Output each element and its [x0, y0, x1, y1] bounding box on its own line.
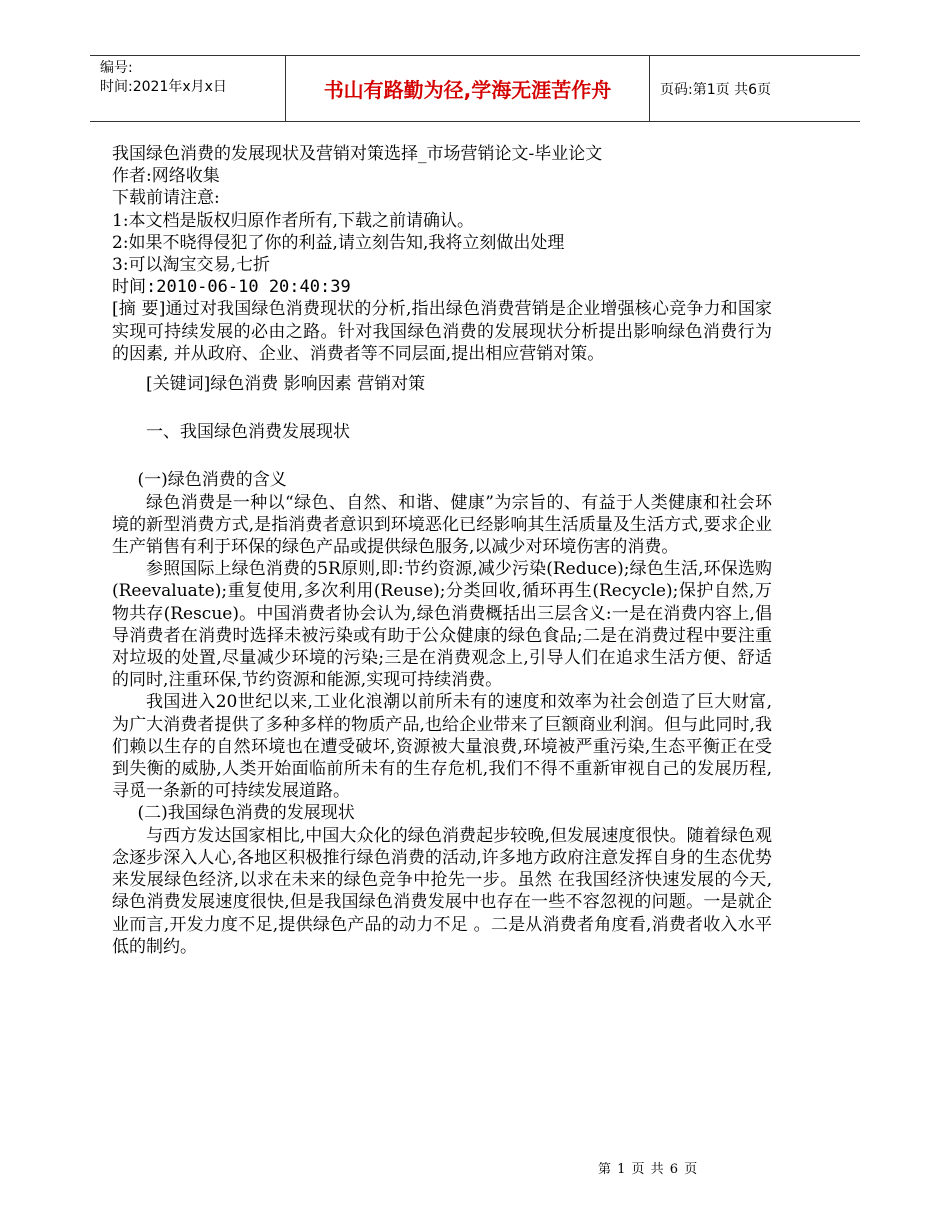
document-title: 我国绿色消费的发展现状及营销对策选择_市场营销论文-毕业论文 [112, 144, 603, 164]
document-author: 作者:网络收集 [112, 166, 220, 187]
paragraph-2: 参照国际上绿色消费的5R原则,即:节约资源,减少污染(Reduce);绿色生活,环保选购(Reevaluate);重复使用,多次利用(Reuse);分类回收,循环再生(Recycle);保护自然,万物共存(Rescue)。中国消费者协会认为,绿色消费概括出三层含义:一是在消费内容上,倡导消费者在消费时选择未被污染或有助于公众健康的绿色食品;二是在消费过程中要注重对垃圾的处置,尽量减少环境的污染;三是在消费观念上,引导人们在追求生活方便、舒适的同时,注重环保,节约资源和能源,实现可持续消费。 [112, 559, 772, 691]
header-meta [90, 56, 286, 121]
abstract: [摘 要]通过对我国绿色消费现状的分析,指出绿色消费营销是企业增强核心竞争力和国家实现可持续发展的必由之路。针对我国绿色消费的发展现状分析提出影响绿色消费行为的因素, 并从政府、企业、消费者等不同层面,提出相应营销对策。 [112, 299, 772, 364]
document-text [112, 298, 772, 957]
paragraph-3: 我国进入20世纪以来,工业化浪潮以前所未有的速度和效率为社会创造了巨大财富,为广大消费者提供了多种多样的物质产品,也给企业带来了巨额商业利润。但与此同时,我们赖以生存的自然环境也在遭受破坏,资源被大量浪费,环境被严重污染,生态平衡正在受到失衡的威胁,人类开始面临前所未有的生存危机,我们不得不重新审视自己的发展历程,寻觅一条新的可持续发展道路。 [112, 692, 772, 802]
page-header [90, 55, 860, 122]
header-motto: 书山有路勤为径,学海无涯苦作舟 [286, 56, 650, 121]
document-body [112, 143, 772, 958]
keywords: [关键词]绿色消费 影响因素 营销对策 [146, 374, 426, 395]
document-time: 时间:2010-06-10 20:40:39 [112, 277, 351, 298]
paragraph-4: 与西方发达国家相比,中国大众化的绿色消费起步较晚,但发展速度很快。随着绿色观念逐步深入人心,各地区积极推行绿色消费的活动,许多地方政府注意发挥自身的生态优势来发展绿色经济,以求在未来的绿色竞争中抢先一步。虽然 在我国经济快速发展的今天,绿色消费发展速度很快,但是我国绿色消费发展中也存在一些不容忽视的问题。一是就企业而言,开发力度不足,提供绿色产品的动力不足 。二是从消费者角度看,消费者收入水平低的制约。 [112, 825, 772, 957]
subsection-heading-1: (一)绿色消费的含义 [137, 470, 287, 491]
doc-time-label: 时间:2021年x月x日 [100, 79, 227, 95]
notice-item-2: 2:如果不晓得侵犯了你的利益,请立刻告知,我将立刻做出处理 [112, 232, 565, 253]
header-page-info: 页码:第1页 共6页 [660, 81, 771, 98]
notice-item-3: 3:可以淘宝交易,七折 [112, 255, 270, 276]
section-heading-1: 一、我国绿色消费发展现状 [146, 422, 350, 443]
notice-item-1: 1:本文档是版权归原作者所有,下载之前请确认。 [112, 210, 474, 231]
paragraph-1: 绿色消费是一种以“绿色、自然、和谐、健康”为宗旨的、有益于人类健康和社会环境的新型消费方式,是指消费者意识到环境恶化已经影响其生活质量及生活方式,要求企业生产销售有利于环保的绿色产品或提供绿色服务,以减少对环境伤害的消费。 [112, 492, 772, 558]
doc-number-label: 编号: [100, 60, 133, 76]
document-meta [112, 143, 772, 298]
notice-title: 下载前请注意: [112, 188, 220, 209]
subsection-heading-2: (二)我国绿色消费的发展现状 [137, 803, 355, 824]
page-footer: 第 1 页 共 6 页 [598, 1162, 699, 1177]
